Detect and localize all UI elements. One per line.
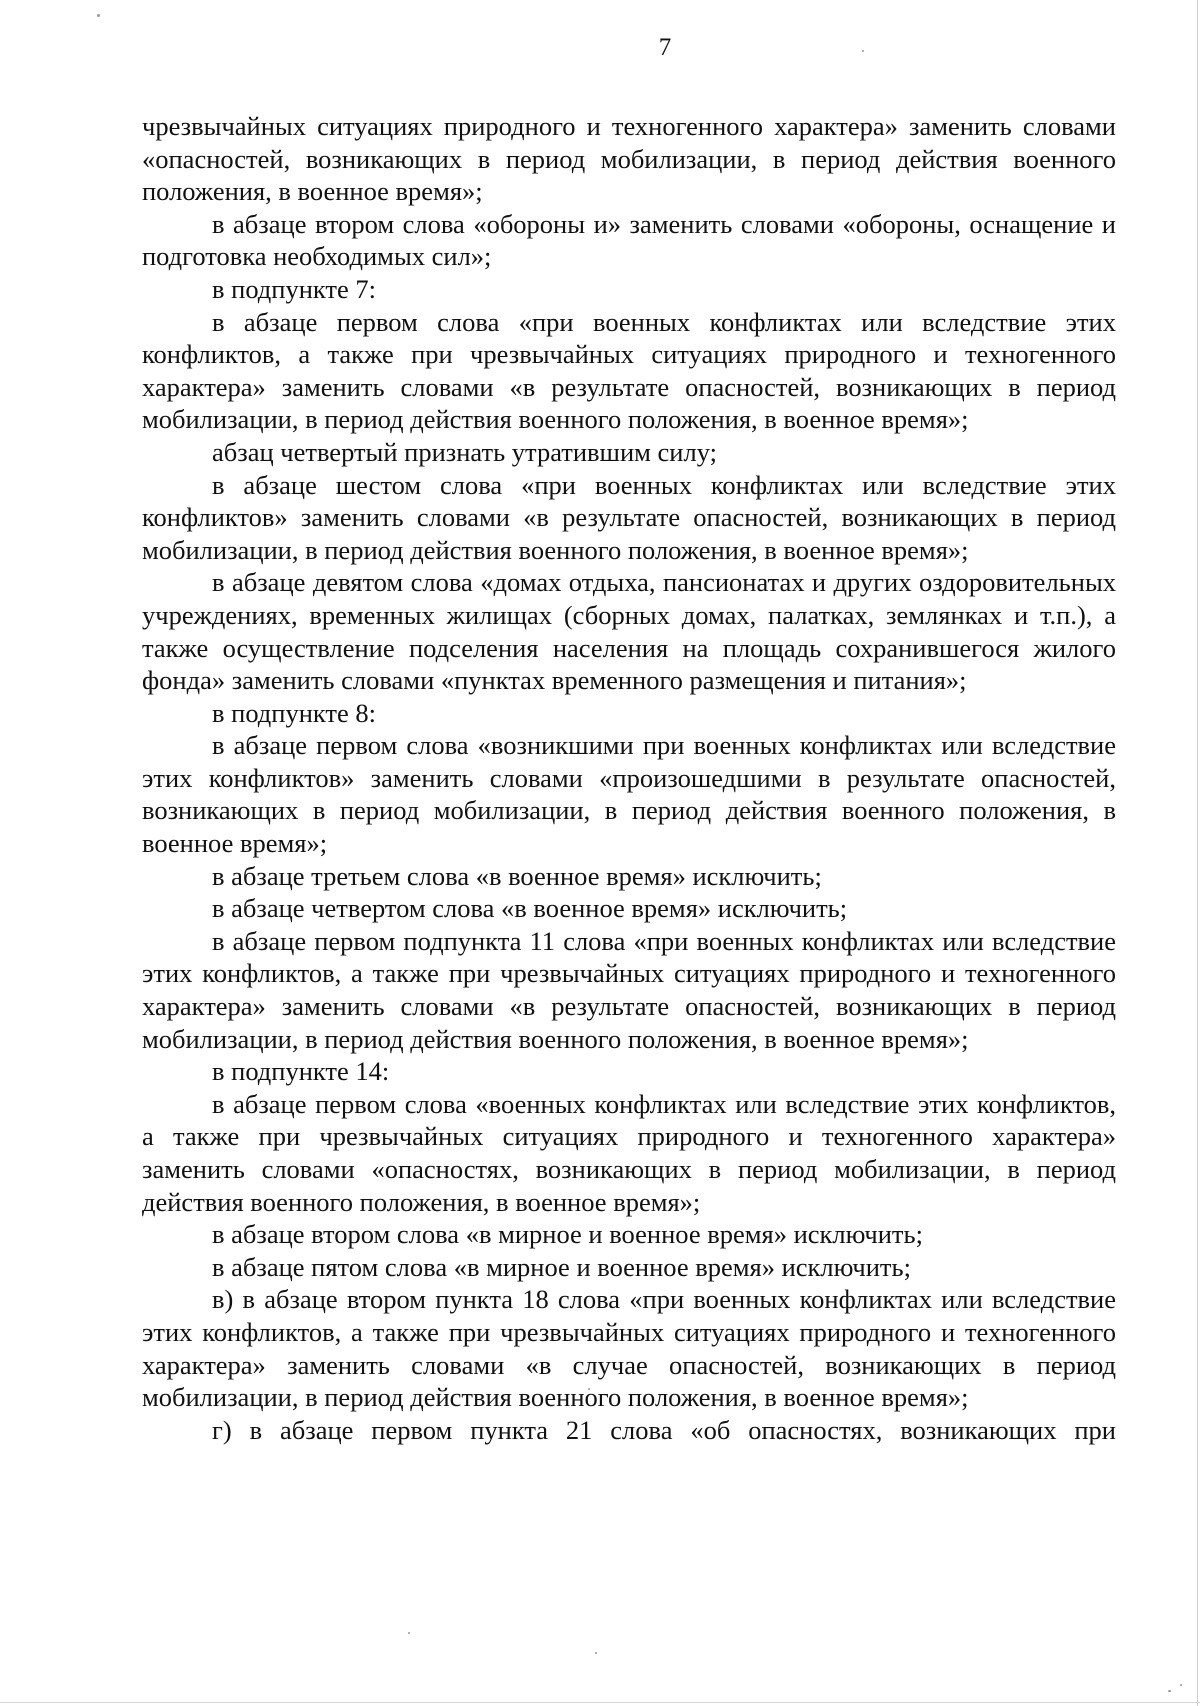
scan-speck — [1180, 1684, 1182, 1686]
scan-speck — [408, 1632, 410, 1634]
paragraph-subheading: в подпункте 7: — [212, 273, 377, 304]
paragraph-subheading: в подпункте 14: — [212, 1056, 390, 1087]
paragraph: в абзаце шестом слова «при военных конфликтах или вследствие этих конфликтов» заменить словами «в результате опасностей, возникающих в период мобилизации, в период действия военного положения, в военное время»; — [142, 469, 1116, 565]
page-number: 7 — [658, 34, 672, 61]
paragraph-subheading: в подпункте 8: — [212, 697, 377, 728]
scan-speck — [1168, 1690, 1171, 1692]
paragraph: в абзаце четвертом слова «в военное время» исключить; — [212, 893, 848, 924]
paragraph: в абзаце третьем слова «в военное время» исключить; — [212, 860, 822, 891]
paragraph: в абзаце первом слова «возникшими при военных конфликтах или вследствие этих конфликтов» заменить словами «произошедшими в результате опасностей, возникающих в период мобилизации, в период действия военного положения, в военное время»; — [142, 730, 1116, 859]
paragraph: в) в абзаце втором пункта 18 слова «при военных конфликтах или вследствие этих конфликтов, а также при чрезвычайных ситуациях природного и техногенного характера» заменить словами «в случае опасностей, возникающих в период мобилизации, в период действия военного положения, в военное время»; — [142, 1284, 1116, 1413]
paragraph-continued-next-page: г) в абзаце первом пункта 21 слова «об опасностях, возникающих при — [212, 1414, 1116, 1445]
paragraph: в абзаце девятом слова «домах отдыха, пансионатах и других оздоровительных учреждениях, временных жилищах (сборных домах, палатках, землянках и т.п.), а также осуществление подселения населения на площадь сохранившегося жилого фонда» заменить словами «пунктах временного размещения и питания»; — [142, 567, 1116, 696]
document-body — [142, 110, 1116, 1446]
paragraph: в абзаце втором слова «в мирное и военное время» исключить; — [212, 1219, 923, 1250]
scan-speck — [97, 14, 100, 17]
scan-speck — [595, 1652, 597, 1654]
paragraph-continuation: чрезвычайных ситуациях природного и техногенного характера» заменить словами «опасностей, возникающих в период мобилизации, в период действия военного положения, в военное время»; — [142, 111, 1116, 207]
scan-edge-right — [1197, 0, 1198, 1706]
paragraph: в абзаце втором слова «обороны и» заменить словами «обороны, оснащение и подготовка необходимых сил»; — [142, 208, 1116, 272]
paragraph: в абзаце первом подпункта 11 слова «при военных конфликтах или вследствие этих конфликтов, а также при чрезвычайных ситуациях природного и техногенного характера» заменить словами «в результате опасностей, возникающих в период мобилизации, в период действия военного положения, в военное время»; — [142, 925, 1116, 1054]
paragraph: в абзаце первом слова «при военных конфликтах или вследствие этих конфликтов, а также при чрезвычайных ситуациях природного и техногенного характера» заменить словами «в результате опасностей, возникающих в период мобилизации, в период действия военного положения, в военное время»; — [142, 306, 1116, 435]
paragraph: в абзаце первом слова «военных конфликтах или вследствие этих конфликтов, а также при чрезвычайных ситуациях природного и техногенного характера» заменить словами «опасностях, возникающих в период мобилизации, в период действия военного положения, в военное время»; — [142, 1088, 1116, 1217]
scan-edge-bottom — [0, 1702, 1200, 1703]
paragraph: в абзаце пятом слова «в мирное и военное время» исключить; — [212, 1251, 911, 1282]
paragraph: абзац четвертый признать утратившим силу; — [212, 436, 717, 467]
